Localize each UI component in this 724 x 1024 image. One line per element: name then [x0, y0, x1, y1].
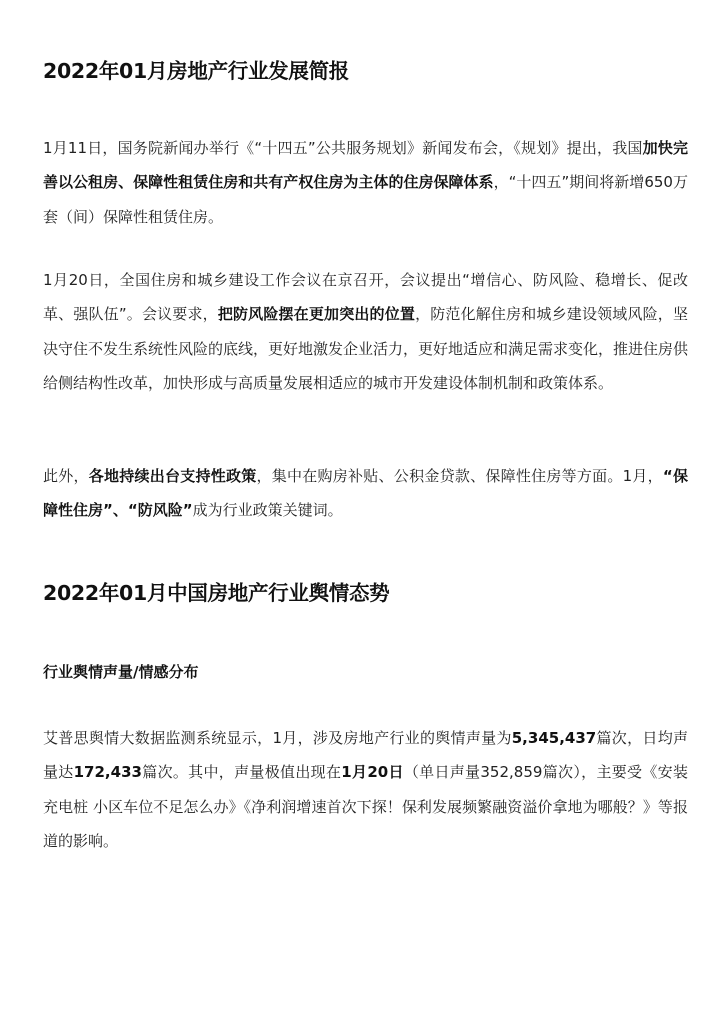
highlighted-text: 把防风险摆在更加突出的位置	[217, 305, 416, 324]
highlighted-text: 加快完善以公租房、保障性租赁住房和共有产权住房为主体的住房保障体系	[43, 139, 688, 192]
paragraph-opinion-volume	[43, 721, 688, 859]
paragraph-text: ，“十四五”期间将新增650万套（间）保障性租赁住房。	[43, 173, 688, 226]
section-title-public-opinion: 2022年01月中国房地产行业舆情态势	[43, 581, 390, 605]
paragraph-text: 成为行业政策关键词。	[192, 501, 343, 520]
paragraph-text: 篇次，日均声量达	[43, 729, 688, 782]
highlighted-keywords: “保障性住房”、“防风险”	[43, 467, 689, 520]
peak-date-value: 1月20日	[341, 763, 404, 782]
paragraph-text: 1月11日，国务院新闻办举行《“十四五”公共服务规划》新闻发布会，《规划》提出，我国	[43, 139, 643, 157]
paragraph-housing-conference	[43, 263, 688, 401]
daily-average-value: 172,433	[73, 763, 142, 782]
paragraph-text: ，防范化解住房和城乡建设领域风险，坚决守住不发生系统性风险的底线，更好地激发企业活力，更好地适应和满足需求变化，推进住房供给侧结构性改革，加快形成与高质量发展相适应的城市开发建设体制机制和政策体系。	[43, 305, 689, 393]
paragraph-text: ，集中在购房补贴、公积金贷款、保障性住房等方面。1月，	[256, 467, 663, 485]
total-volume-value: 5,345,437	[511, 729, 597, 747]
paragraph-text: 篇次。其中，声量极值出现在	[141, 763, 342, 782]
section-title-industry-brief: 2022年01月房地产行业发展简报	[43, 59, 349, 83]
paragraph-public-service-plan	[43, 131, 688, 234]
paragraph-text: 此外，	[43, 467, 89, 485]
paragraph-text: 艾普思舆情大数据监测系统显示，1月，涉及房地产行业的舆情声量为	[43, 729, 512, 747]
paragraph-local-policies	[43, 459, 688, 528]
paragraph-text: 1月20日，全国住房和城乡建设工作会议在京召开，会议提出“增信心、防风险、稳增长、促改革、强队伍”。会议要求，	[43, 271, 688, 324]
highlighted-text: 各地持续出台支持性政策	[88, 467, 257, 485]
subsection-title-volume-sentiment: 行业舆情声量/情感分布	[43, 663, 199, 681]
paragraph-text: （单日声量352,859篇次），主要受《安装充电桩 小区车位不足怎么办》《净利润增速首次下探！保利发展频繁融资溢价拿地为哪般？》等报道的影响。	[43, 763, 688, 851]
